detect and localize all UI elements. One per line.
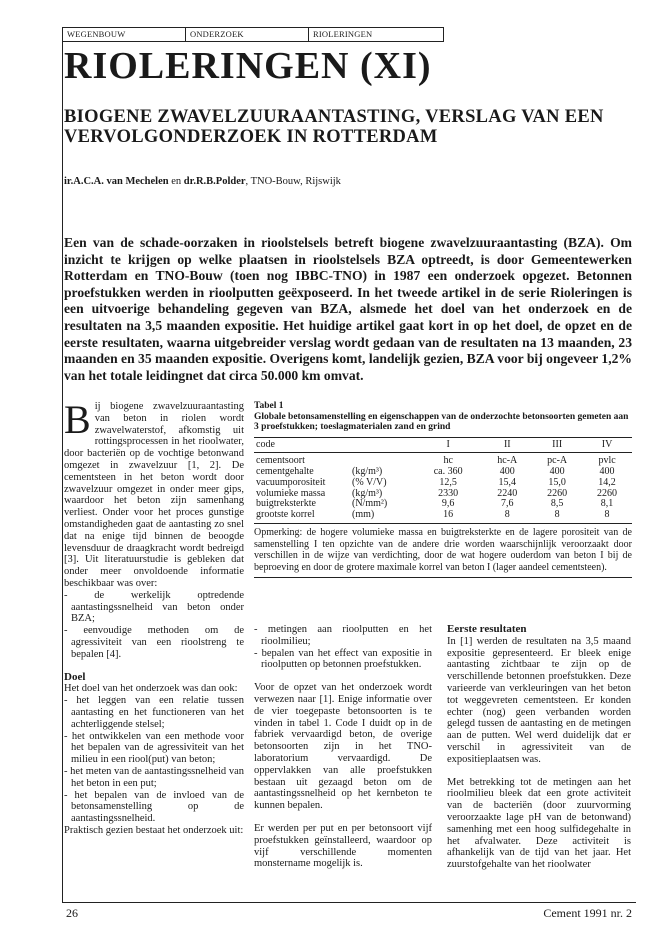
tab-onderzoek[interactable]: ONDERZOEK: [186, 28, 309, 41]
table-label: Tabel 1: [254, 401, 284, 411]
tab-rioleringen[interactable]: RIOLERINGEN: [313, 29, 373, 39]
table-cell: pc-A: [547, 455, 568, 467]
row-label: vacuumporositeit: [256, 476, 326, 488]
table-cell: 12,5: [439, 476, 457, 488]
header-col-i: I: [414, 437, 482, 453]
header-col-iv: IV: [582, 437, 632, 453]
table-cell: 8,1: [600, 498, 614, 510]
table-cell: 2260: [597, 487, 618, 499]
list-item: - het bepalen van de invloed van de betonsamenstelling op de aantastingssnelheid.: [64, 789, 244, 825]
table-cell: 14,2: [598, 476, 616, 488]
table-cell: 2330: [438, 487, 459, 499]
author-line: [64, 176, 341, 187]
column-1: [64, 397, 244, 837]
left-margin-rule: [62, 40, 63, 902]
table-1: [254, 401, 632, 578]
article-title: RIOLERINGEN (XI): [64, 45, 432, 87]
table-row: [254, 453, 632, 467]
table-caption: [254, 401, 632, 433]
column-3: [447, 624, 631, 871]
header-col-ii: II: [482, 437, 532, 453]
row-label: cementsoort: [256, 455, 305, 467]
row-label: volumieke massa: [256, 487, 326, 499]
sewer-environment-paragraph: Met betrekking tot de metingen aan het rioolmilieu bleek dat een grote activiteit van de bacteriën (door zuurvorming veroorzaakte lage pH van de betonwand) samenhing met een hoog sulfidegehalte in het afvalwater. Deze activiteit is afhankelijk van de tijd van het jaar. Het zuurstofgehalte van het rioolwater: [447, 776, 631, 871]
section-tabs: [62, 27, 444, 42]
column-2: [254, 624, 432, 870]
table-description: Globale betonsamenstelling en eigenschappen van de onderzochte betonsoorten gemeten aan 3 proefstukken; toeslagmaterialen zand en grind: [254, 411, 629, 432]
results-paragraph: In [1] werden de resultaten na 3,5 maand expositie gepresenteerd. Er bleek enige aantasting zichtbaar te zijn op de verschillende betonnen proefstukken. Deze varieerde van verkleuringen van het beton tot weggevreten cementsteen. Er konden echter (nog) geen verbanden worden gelegd tussen de aantasting en de metingen aan de putten. Wel werd duidelijk dat er verschil in agressiviteit van de expositieplaatsen was.: [447, 635, 631, 765]
research-list: [254, 624, 432, 671]
specimens-paragraph: Er werden per put en per betonsoort vijf proefstukken geïnstalleerd, waardoor op vijf verschillende momenten monstername mogelijk is.: [254, 822, 432, 870]
doel-paragraph: Het doel van het onderzoek was dan ook:: [64, 683, 238, 695]
lead-paragraph: Een van de schade-oorzaken in rioolstelsels betreft biogene zwavelzuuraantasting (BZA). Om inzicht te krijgen op welke plaatsen in rioolstelsels BZA optreedt, is door Gemeentewerken Rotterdam en TNO-Bouw (toen nog IBBC-TNO) in 1987 een onderzoek opgezet. Betonnen proefstukken werden in rioolputten geëxposeerd. In het tweede artikel in de serie Rioleringen is een uitvoerige behandeling gegeven van BZA, alsmede het doel van het onderzoek en de resultaten na 3,5 maanden expositie. Het huidige artikel gaat kort in op het doel, de opzet en de eerste resultaten, waarna uitgebreider verslag wordt gedaan van de resultaten na 13 maanden, 23 maanden en 35 maanden expositie. Overigens komt, landelijk gezien, BZA voor bij ongeveer 1,2% van het totale leidingnet dat circa 50.000 km omvat.: [64, 235, 632, 383]
table-cell: 2240: [497, 487, 518, 499]
list-item: - het ontwikkelen van een methode voor het bepalen van de agressiviteit van het milieu in een riool(put) van beton;: [64, 730, 244, 766]
row-unit: (kg/m³): [352, 466, 383, 478]
tab-wegenbouw[interactable]: WEGENBOUW: [63, 28, 186, 41]
row-unit: (% V/V): [352, 476, 387, 488]
table-bottom-rule: [254, 577, 632, 578]
table-cell: hc-A: [497, 455, 518, 467]
footer-rule: [62, 902, 636, 903]
heading-doel: Doel: [64, 670, 86, 683]
header-col-iii: III: [532, 437, 582, 453]
row-label: buigtreksterkte: [256, 498, 316, 510]
list-item: - bepalen van het effect van expositie in rioolputten op betonnen proefstukken.: [254, 647, 432, 671]
info-gaps-list: [64, 590, 244, 661]
table-cell: 2260: [547, 487, 568, 499]
author-1: ir.A.C.A. van Mechelen: [64, 176, 169, 187]
table-cell: 400: [549, 466, 565, 478]
table-cell: hc: [443, 455, 453, 467]
author-affiliation: , TNO-Bouw, Rijswijk: [245, 176, 341, 187]
table-cell: 400: [499, 466, 515, 478]
row-unit: [350, 453, 414, 467]
drop-cap: B: [64, 397, 91, 442]
table-cell: 400: [599, 466, 615, 478]
list-item: - het meten van de aantastingssnelheid van het beton in een put;: [64, 765, 244, 789]
journal-reference: Cement 1991 nr. 2: [543, 906, 632, 920]
intro-paragraph: ij biogene zwavelzuuraantasting van beton in riolen wordt zwavelwaterstof, afkomstig uit rottingsprocessen in het rioolwater, door bacteriën op de vochtige betonwand omgezet in zwavelzuur [1, 2]. De cementsteen in het beton wordt door zwavelzuur omgezet in onder meer gips, waardoor het beton zijn samenhang verliest. Onder voor het proces gunstige omstandigheden gaat de aantasting zo snel dat na enige tijd binnen de beoogde levensduur de draagkracht wordt bedreigd [3]. Uit literatuurstudie is gebleken dat onder meer onvoldoende informatie beschikbaar was over:: [64, 401, 244, 589]
row-label: grootste korrel: [254, 510, 350, 523]
author-2: dr.R.B.Polder: [183, 176, 246, 187]
goals-list: [64, 695, 244, 825]
table-cell: 8: [482, 510, 532, 523]
table-cell: 16: [414, 510, 482, 523]
practical-paragraph: Praktisch gezien bestaat het onderzoek uit:: [64, 824, 244, 836]
row-unit: (N/mm²): [352, 498, 388, 510]
table-header-row: [254, 437, 632, 453]
heading-eerste-resultaten: Eerste resultaten: [447, 623, 527, 635]
header-code: code: [254, 437, 350, 453]
table-cell: 15,0: [548, 476, 566, 488]
table-cell: 8: [582, 510, 632, 523]
table-cell: pvlc: [598, 455, 616, 467]
table-cell: 7,6: [501, 498, 514, 510]
table-cell: 9,6: [441, 498, 455, 510]
header-unit: [350, 437, 414, 453]
table-cell: 15,4: [498, 476, 517, 488]
table-cell: 8,5: [550, 498, 564, 510]
list-item: - het leggen van een relatie tussen aantasting en het functioneren van het achterliggende stelsel;: [64, 695, 244, 730]
row-unit: (mm): [350, 510, 414, 523]
table-cell: 8: [532, 510, 582, 523]
table-note: Opmerking: de hogere volumieke massa en buigtreksterkte en de lagere porositeit van de samenstelling I ten opzichte van de andere drie worden waarschijnlijk veroorzaakt door verschillen in de wijze van verdichting, door de wat hogere ouderdom van beton I bij de beproeving en door de grotere maximale korrel van beton I (lager aandeel cementsteen).: [254, 527, 632, 573]
author-conjunction: en: [168, 176, 184, 187]
row-unit: (kg/m³): [352, 487, 383, 499]
table-row: [254, 510, 632, 523]
row-label: cementgehalte: [256, 466, 314, 478]
table-cell: ca. 360: [433, 466, 463, 478]
page-number: 26: [66, 906, 78, 920]
list-item: - de werkelijk optredende aantastingssnelheid van beton onder BZA;: [64, 589, 244, 625]
article-subtitle: BIOGENE ZWAVELZUURAANTASTING, VERSLAG VAN EEN VERVOLGONDERZOEK IN ROTTERDAM: [64, 107, 604, 147]
list-item: - eenvoudige methoden om de agressiviteit van een rioolstreng te bepalen [4].: [64, 625, 244, 660]
list-item: - metingen aan rioolputten en het rioolmilieu;: [254, 624, 432, 647]
composition-table: [254, 437, 632, 525]
setup-paragraph: Voor de opzet van het onderzoek wordt verwezen naar [1]. Enige informatie over de vier toegepaste betonsoorten is te vinden in tabel 1. Code I duidt op in de fabriek vervaardigd beton, de overige betonsoorten zijn in het TNO-laboratorium vervaardigd. De oppervlakken van alle proefstukken bestaan uit gezaagd beton om de aantastingssnelheid op het kernbeton te kunnen bepalen.: [254, 682, 432, 812]
